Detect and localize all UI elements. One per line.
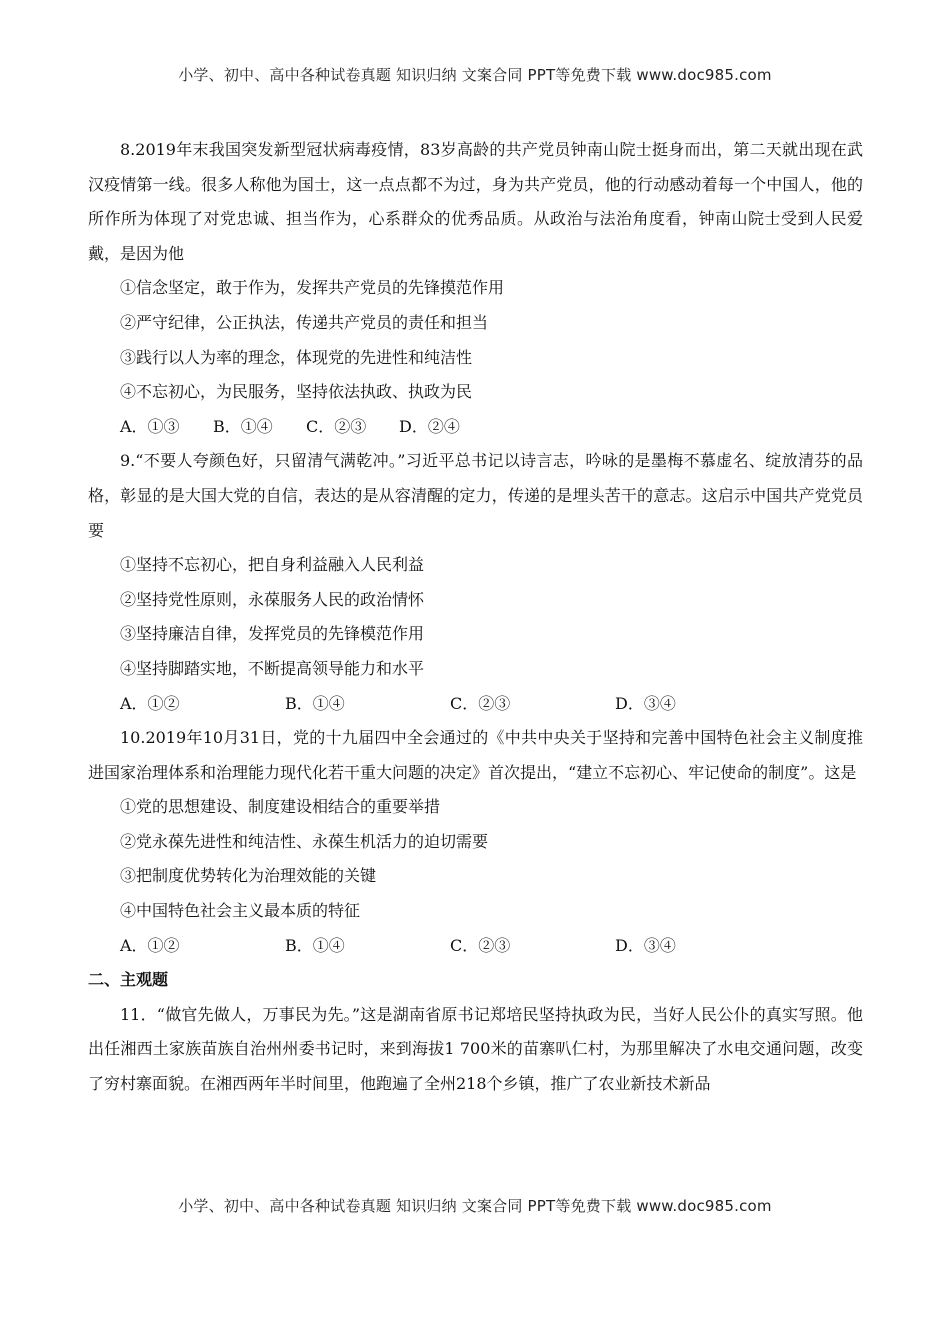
question-9 <box>88 444 863 721</box>
question-9-choice-d: D．③④ <box>615 693 676 713</box>
question-10-choice-b: B．①④ <box>285 935 345 955</box>
question-9-choices <box>88 687 863 722</box>
question-8-choices <box>88 410 863 445</box>
question-9-choice-a: A．①② <box>120 693 180 713</box>
question-8-option-3: ③践行以人为率的理念，体现党的先进性和纯洁性 <box>120 347 473 367</box>
question-8-option-2: ②严守纪律，公正执法，传递共产党员的责任和担当 <box>120 312 489 332</box>
question-9-stem: 9.“不要人夸颜色好，只留清气满乾冲。”习近平总书记以诗言志，吟咏的是墨梅不慕虚名、绽放清芬的品格，彰显的是大国大党的自信，表达的是从容清醒的定力，传递的是埋头苦干的意志。这启示中国共产党党员要 <box>88 451 863 540</box>
question-9-option-2: ②坚持党性原则，永葆服务人民的政治情怀 <box>120 589 425 609</box>
question-8 <box>88 133 863 444</box>
question-10-choice-c: C．②③ <box>450 935 511 955</box>
question-9-option-3: ③坚持廉洁自律，发挥党员的先锋模范作用 <box>120 624 425 644</box>
question-8-option-1: ①信念坚定，敢于作为，发挥共产党员的先锋摸范作用 <box>120 278 505 298</box>
question-9-option-4: ④坚持脚踏实地，不断提高领导能力和水平 <box>120 658 425 678</box>
question-9-choice-c: C．②③ <box>450 693 511 713</box>
page-header-banner: 小学、初中、高中各种试卷真题 知识归纳 文案合同 PPT等免费下载 www.doc985.com <box>178 66 772 84</box>
question-10 <box>88 721 863 963</box>
question-10-stem: 10.2019年10月31日，党的十九届四中全会通过的《中共中央关于坚持和完善中国特色社会主义制度推进国家治理体系和治理能力现代化若干重大问题的决定》首次提出，“建立不忘初心、牢记使命的制度”。这是 <box>88 728 863 782</box>
question-9-option-1: ①坚持不忘初心，把自身利益融入人民利益 <box>120 555 425 575</box>
question-11-stem: 11．“做官先做人，万事民为先。”这是湖南省原书记郑培民坚持执政为民，当好人民公仆的真实写照。他出任湘西土家族苗族自治州州委书记时，来到海拔1 700米的苗寨叭仁村，为那里解决了水电交通问题，改变了穷村寨面貌。在湘西两年半时间里，他跑遍了全州218个乡镇，推广了农业新技术新品 <box>88 1004 863 1094</box>
question-10-option-4: ④中国特色社会主义最本质的特征 <box>120 901 361 921</box>
exam-content <box>88 133 863 1102</box>
question-8-choice-c: C．②③ <box>306 416 367 436</box>
section-title-subjective: 二、主观题 <box>88 970 169 990</box>
page-footer-banner: 小学、初中、高中各种试卷真题 知识归纳 文案合同 PPT等免费下载 www.doc985.com <box>178 1197 772 1215</box>
question-10-choices <box>88 929 863 964</box>
question-9-choice-b: B．①④ <box>285 693 345 713</box>
question-10-option-2: ②党永葆先进性和纯洁性、永葆生机活力的迫切需要 <box>120 831 489 851</box>
question-10-choice-a: A．①② <box>120 935 180 955</box>
question-8-choice-b: B．①④ <box>213 416 273 436</box>
question-8-option-4: ④不忘初心，为民服务，坚持依法执政、执政为民 <box>120 382 473 402</box>
question-8-stem: 8.2019年末我国突发新型冠状病毒疫情，83岁高龄的共产党员钟南山院士挺身而出，第二天就出现在武汉疫情第一线。很多人称他为国士，这一点点都不为过，身为共产党员，他的行动感动着每一个中国人，他的所作所为体现了对党忠诚、担当作为，心系群众的优秀品质。从政治与法治角度看，钟南山院士受到人民爱戴，是因为他 <box>88 140 863 263</box>
question-10-option-1: ①党的思想建设、制度建设相结合的重要举措 <box>120 797 441 817</box>
question-8-choice-d: D．②④ <box>399 416 460 436</box>
question-8-choice-a: A．①③ <box>120 416 180 436</box>
question-10-option-3: ③把制度优势转化为治理效能的关键 <box>120 866 377 886</box>
question-10-choice-d: D．③④ <box>615 935 676 955</box>
question-11 <box>88 998 863 1102</box>
